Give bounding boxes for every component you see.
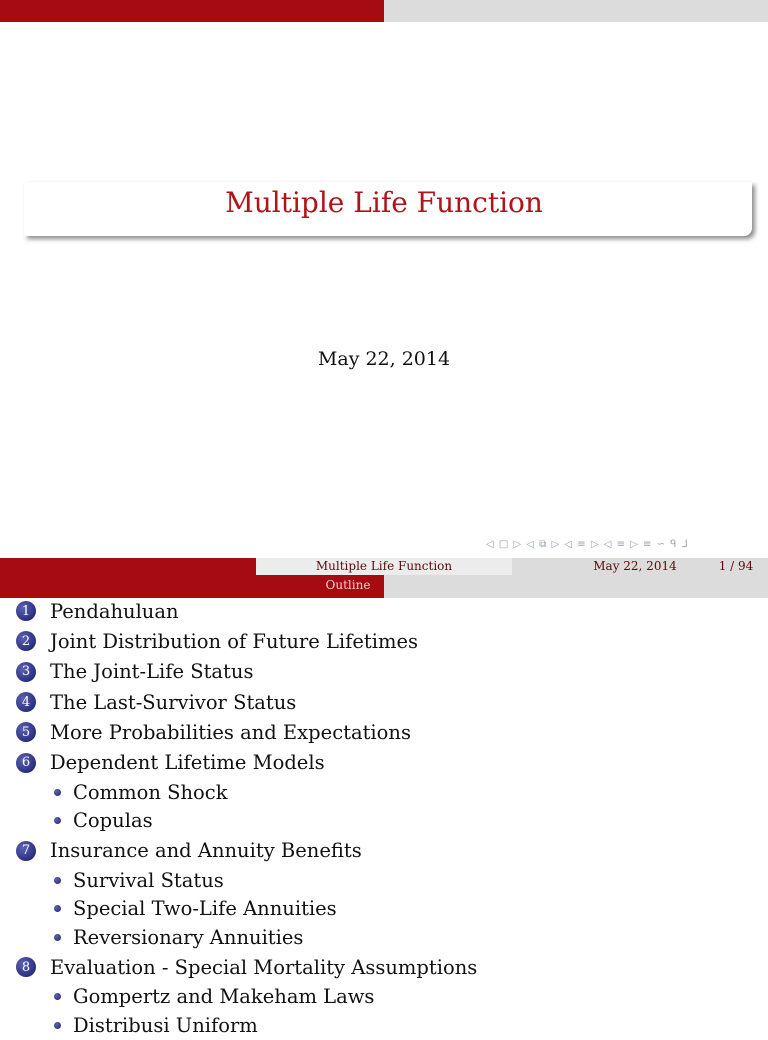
section-number-badge: 8	[16, 957, 36, 977]
section-label: Evaluation - Special Mortality Assumptions	[50, 955, 478, 979]
section-number-badge: 3	[16, 662, 36, 682]
navigation-icons[interactable]: ◁ □ ▷ ◁ ⧉ ▷ ◁ ≡ ▷ ◁ ≡ ▷ ≡ ∽ ᑫ ᒧ	[486, 539, 689, 550]
outline-list	[16, 596, 756, 1040]
section-number-badge: 1	[16, 601, 36, 621]
section-label: More Probabilities and Expectations	[50, 720, 411, 744]
bullet-icon	[54, 905, 61, 912]
section-label: Joint Distribution of Future Lifetimes	[50, 629, 419, 653]
slide-title: Multiple Life Function	[225, 186, 543, 219]
section-label: The Last-Survivor Status	[50, 690, 297, 714]
bullet-icon	[54, 993, 61, 1000]
outline-section[interactable]	[16, 657, 756, 687]
section-label: Pendahuluan	[50, 599, 179, 623]
footer-title: Multiple Life Function	[315, 559, 453, 573]
bullet-icon	[54, 817, 61, 824]
outline-subsection[interactable]	[16, 982, 756, 1011]
bullet-icon	[54, 789, 61, 796]
header-bar-left	[0, 0, 384, 22]
frame-header-bar-right	[384, 575, 768, 598]
section-label: Insurance and Annuity Benefits	[50, 839, 362, 863]
outline-subsection[interactable]	[16, 894, 756, 923]
footer-date: May 22, 2014	[593, 559, 677, 573]
frame-title: Outline	[325, 578, 371, 592]
subsection-label: Distribusi Uniform	[73, 1014, 258, 1038]
outline-subsection[interactable]	[16, 923, 756, 952]
outline-section[interactable]	[16, 596, 756, 626]
subsection-label: Reversionary Annuities	[73, 926, 304, 950]
outline-section[interactable]	[16, 717, 756, 747]
outline-section[interactable]	[16, 626, 756, 656]
outline-section[interactable]	[16, 835, 756, 865]
section-number-badge: 4	[16, 692, 36, 712]
footer-bar-left	[0, 558, 256, 575]
footer-page-number: 1 / 94	[718, 559, 754, 573]
subsection-label: Common Shock	[73, 780, 228, 804]
outline-section[interactable]	[16, 952, 756, 982]
outline-subsection[interactable]	[16, 778, 756, 807]
bullet-icon	[54, 877, 61, 884]
bullet-icon	[54, 934, 61, 941]
bullet-icon	[54, 1022, 61, 1029]
section-number-badge: 2	[16, 631, 36, 651]
outline-subsection[interactable]	[16, 866, 756, 895]
outline-subsection[interactable]	[16, 807, 756, 836]
section-number-badge: 5	[16, 722, 36, 742]
subsection-label: Gompertz and Makeham Laws	[73, 985, 375, 1009]
section-label: The Joint-Life Status	[50, 660, 254, 684]
subsection-label: Survival Status	[73, 868, 224, 892]
outline-section[interactable]	[16, 687, 756, 717]
header-bar-right	[384, 0, 768, 22]
subsection-label: Special Two-Life Annuities	[73, 897, 337, 921]
subsection-label: Copulas	[73, 809, 153, 833]
outline-subsection[interactable]	[16, 1011, 756, 1040]
section-number-badge: 7	[16, 841, 36, 861]
slide-date: May 22, 2014	[317, 348, 451, 370]
section-label: Dependent Lifetime Models	[50, 751, 325, 775]
section-number-badge: 6	[16, 753, 36, 773]
outline-section[interactable]	[16, 747, 756, 777]
